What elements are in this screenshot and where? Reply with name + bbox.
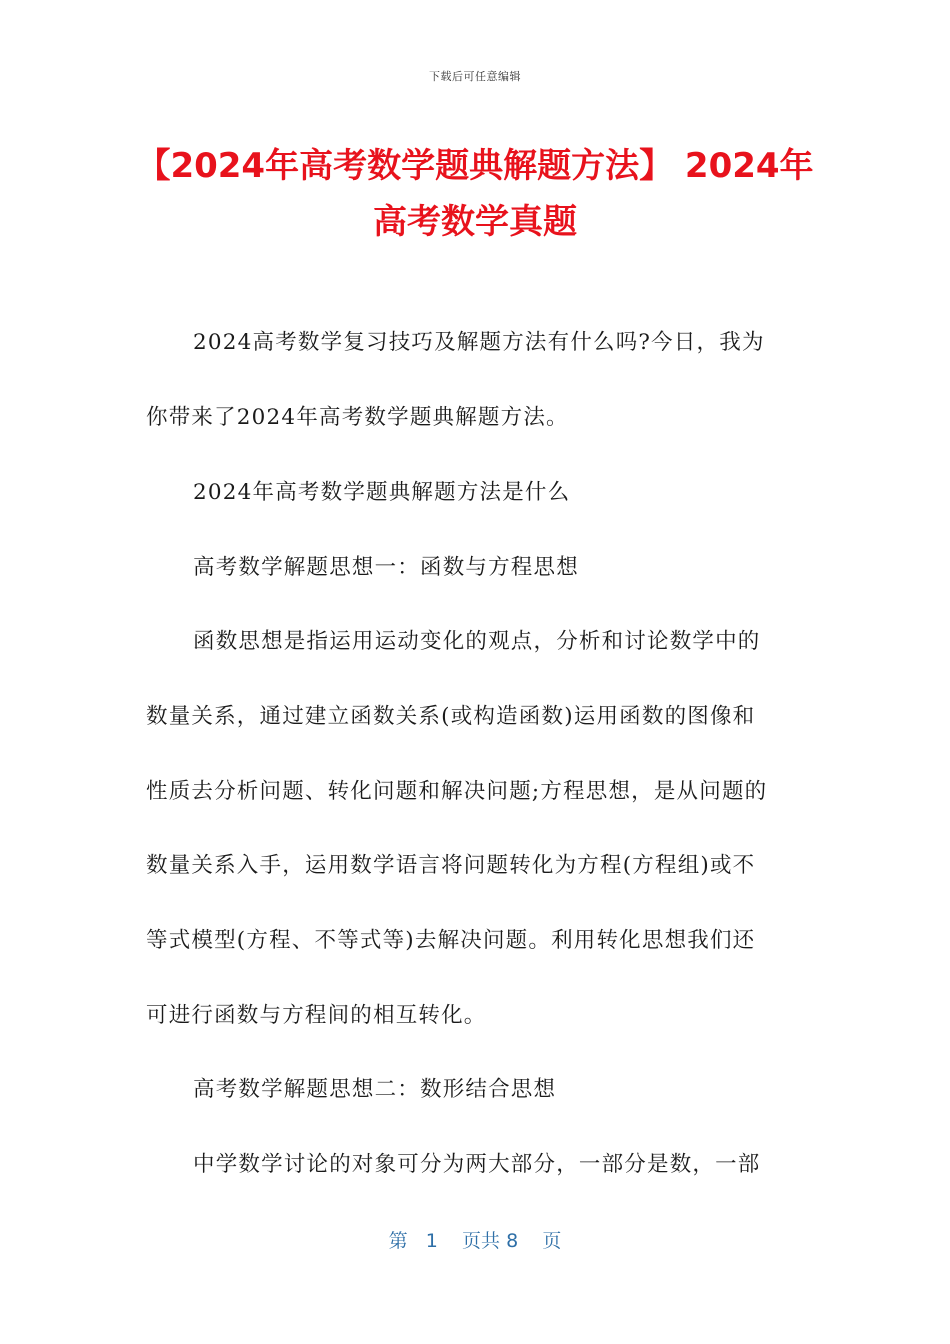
section-heading: 高考数学解题思想一：函数与方程思想 <box>193 555 579 580</box>
paragraph-line: 中学数学讨论的对象可分为两大部分，一部分是数，一部 <box>193 1152 761 1177</box>
paragraph-line: 你带来了2024年高考数学题典解题方法。 <box>146 405 569 430</box>
section-heading: 高考数学解题思想二：数形结合思想 <box>193 1077 557 1102</box>
document-title <box>120 138 830 250</box>
footer-mid: 页共 <box>462 1230 501 1252</box>
paragraph-line: 性质去分析问题、转化问题和解决问题;方程思想，是从问题的 <box>146 779 768 804</box>
header-note: 下载后可任意编辑 <box>429 70 521 83</box>
paragraph-line: 2024年高考数学题典解题方法是什么 <box>193 480 571 505</box>
footer-prefix: 第 <box>388 1230 408 1252</box>
footer-suffix: 页 <box>542 1230 562 1252</box>
paragraph-line: 可进行函数与方程间的相互转化。 <box>146 1003 487 1028</box>
paragraph-line: 2024高考数学复习技巧及解题方法有什么吗?今日，我为 <box>193 330 765 355</box>
paragraph-line: 等式模型(方程、不等式等)去解决问题。利用转化思想我们还 <box>146 928 756 953</box>
paragraph-line: 函数思想是指运用运动变化的观点，分析和讨论数学中的 <box>193 629 761 654</box>
total-pages: 8 <box>506 1230 519 1252</box>
title-line-1: 【2024年高考数学题典解题方法】 2024年 <box>136 146 814 186</box>
title-line-2: 高考数学真题 <box>373 202 577 242</box>
paragraph-line: 数量关系，通过建立函数关系(或构造函数)运用函数的图像和 <box>146 704 756 729</box>
page-footer <box>0 1226 950 1253</box>
paragraph-line: 数量关系入手，运用数学语言将问题转化为方程(方程组)或不 <box>146 853 756 878</box>
current-page-number: 1 <box>425 1230 438 1252</box>
